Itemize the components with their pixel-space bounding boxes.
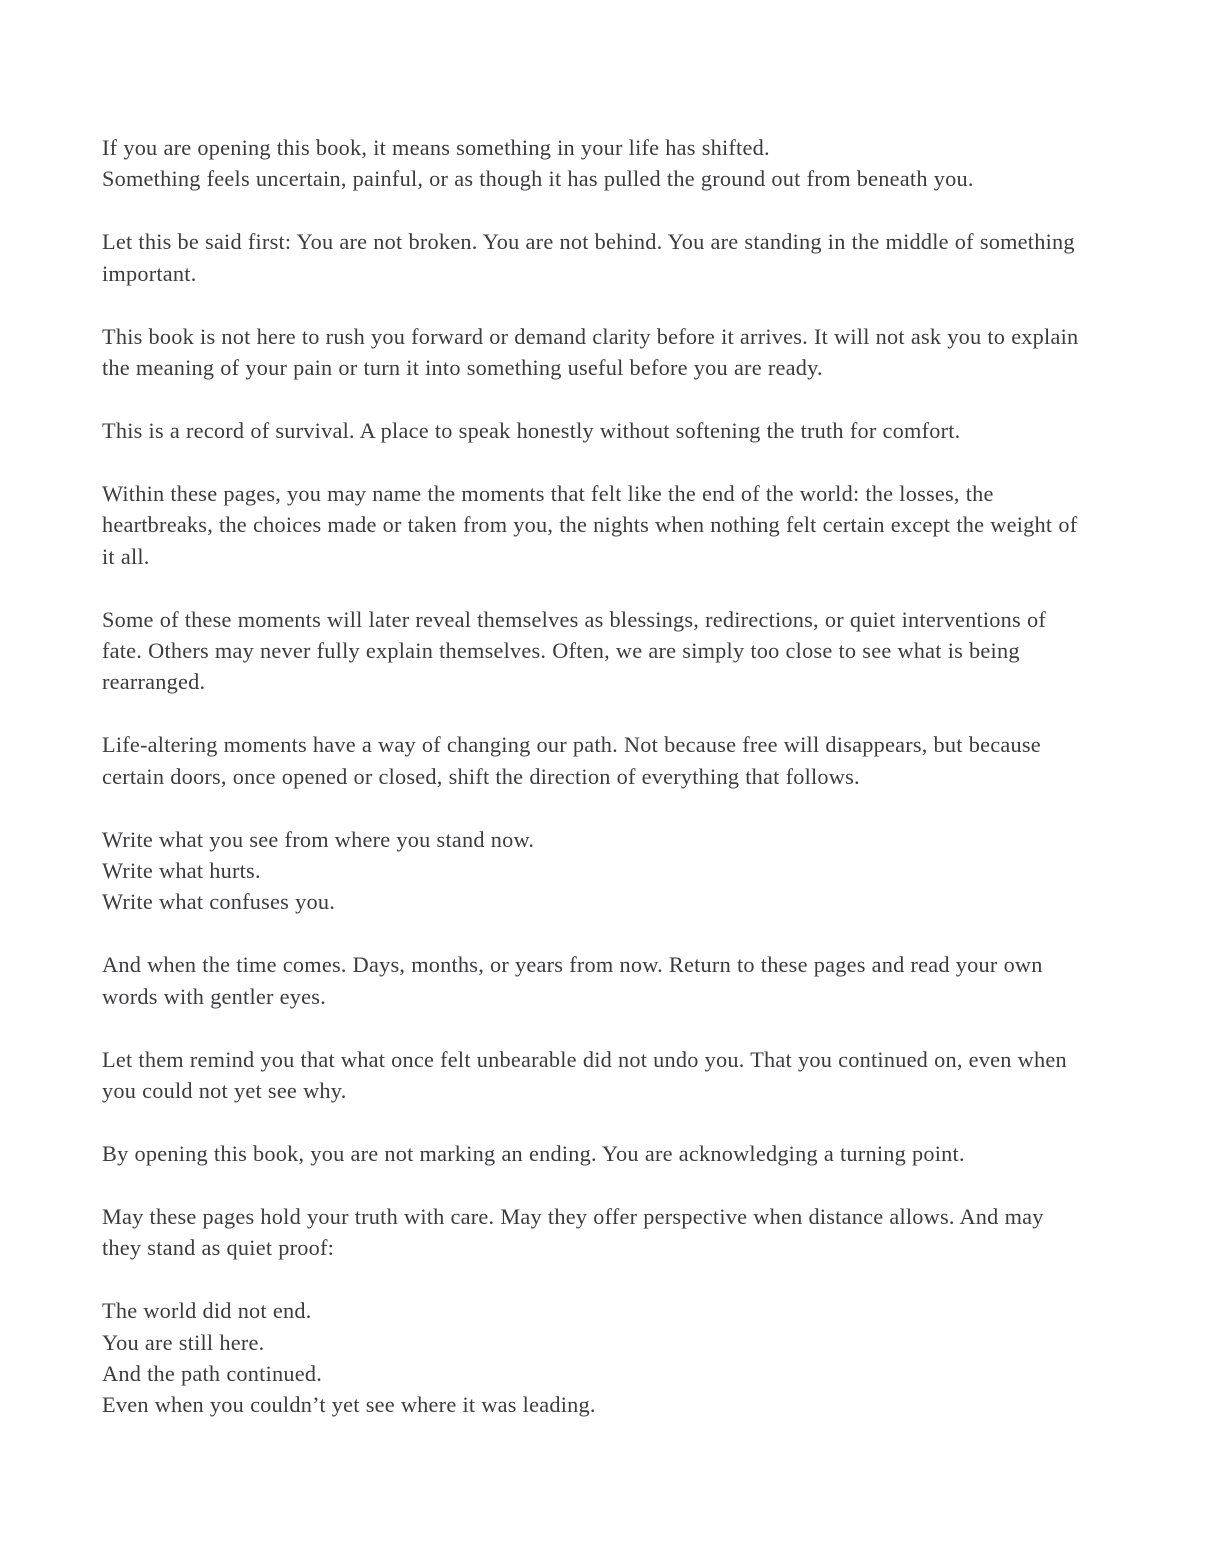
paragraph: And when the time comes. Days, months, or years from now. Return to these pages and read your own words with gentler eyes.	[102, 952, 1043, 1009]
paragraph-line: Write what hurts.	[102, 858, 261, 883]
paragraph: Let this be said first: You are not broken. You are not behind. You are standing in the middle of something important.	[102, 229, 1075, 286]
paragraph: By opening this book, you are not marking an ending. You are acknowledging a turning point.	[102, 1140, 965, 1166]
paragraph-line: Write what confuses you.	[102, 889, 335, 915]
document-body	[102, 132, 1080, 1421]
paragraph: This book is not here to rush you forward or demand clarity before it arrives. It will not ask you to explain the meaning of your pain or turn it into something useful before you are ready.	[102, 323, 1079, 381]
paragraph: This is a record of survival. A place to speak honestly without softening the truth for comfort.	[102, 417, 961, 443]
paragraph	[102, 132, 1080, 195]
paragraph	[102, 1295, 1080, 1421]
paragraph: Some of these moments will later reveal themselves as blessings, redirections, or quiet interventions of fate. Others may never fully explain themselves. Often, we are simply too close to see what is being rearranged.	[102, 606, 1046, 695]
paragraph: May these pages hold your truth with care. May they offer perspective when distance allows. And may they stand as quiet proof:	[102, 1203, 1044, 1261]
paragraph-line: You are still here.	[102, 1329, 265, 1355]
paragraph-line: If you are opening this book, it means something in your life has shifted.	[102, 135, 770, 160]
paragraph: Let them remind you that what once felt unbearable did not undo you. That you continued on, even when you could not yet see why.	[102, 1046, 1067, 1104]
paragraph: Within these pages, you may name the moments that felt like the end of the world: the losses, the heartbreaks, the choices made or taken from you, the nights when nothing felt certain except the weight of it all.	[102, 480, 1078, 569]
paragraph-line: The world did not end.	[102, 1298, 312, 1324]
paragraph-line: Write what you see from where you stand now.	[102, 826, 535, 852]
paragraph-line: Something feels uncertain, painful, or as though it has pulled the ground out from beneath you.	[102, 166, 974, 192]
paragraph: Life-altering moments have a way of changing our path. Not because free will disappears, but because certain doors, once opened or closed, shift the direction of everything that follows.	[102, 732, 1041, 789]
paragraph-line: Even when you couldn’t yet see where it was leading.	[102, 1392, 596, 1418]
paragraph	[102, 824, 1080, 918]
paragraph-line: And the path continued.	[102, 1360, 323, 1386]
